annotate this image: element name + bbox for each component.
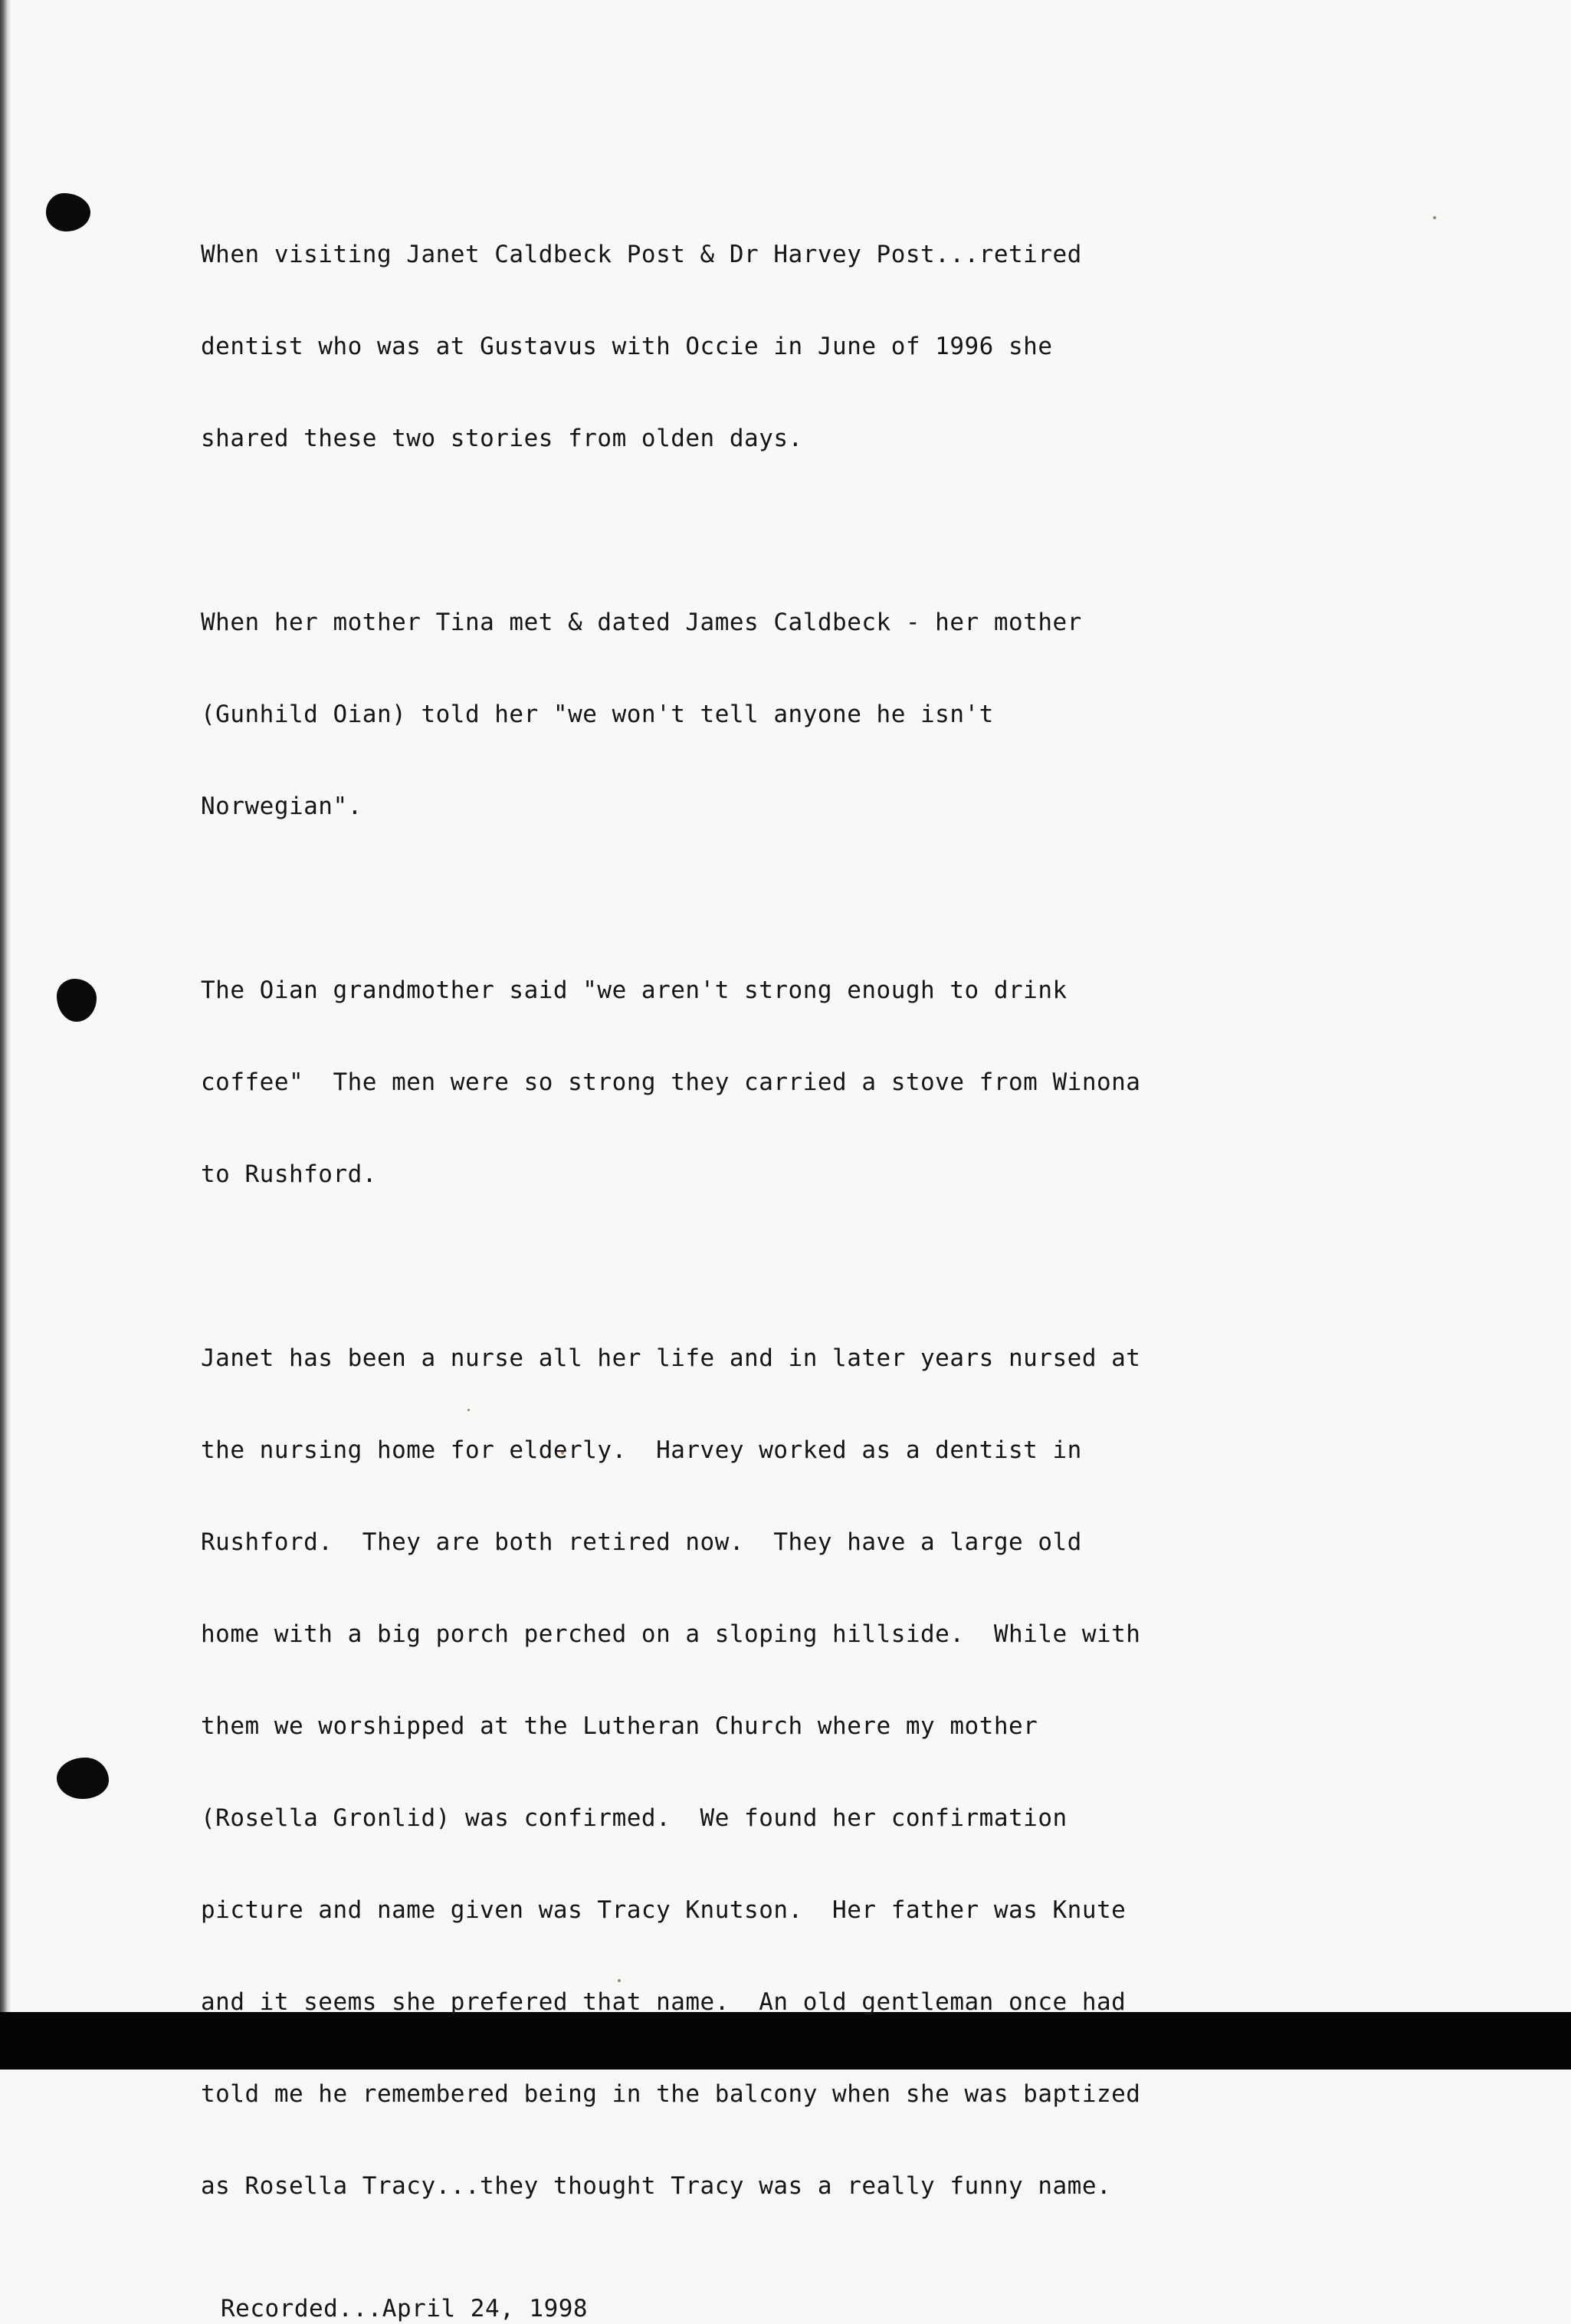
text-line: them we worshipped at the Lutheran Church where my mother xyxy=(201,1712,1038,1740)
text-line: to Rushford. xyxy=(201,1160,377,1188)
text-line: The Oian grandmother said "we aren't strong enough to drink xyxy=(201,977,1068,1004)
text-line: and it seems she prefered that name. An old gentleman once had xyxy=(201,1988,1127,2016)
text-line: When her mother Tina met & dated James Caldbeck - her mother xyxy=(201,609,1082,636)
paragraph-visit xyxy=(201,178,1396,515)
text-line: told me he remembered being in the balcony when she was baptized xyxy=(201,2080,1141,2108)
text-line: coffee" The men were so strong they carried a stove from Winona xyxy=(201,1068,1141,1096)
page-edge-shadow xyxy=(0,0,11,2012)
text-line: When visiting Janet Caldbeck Post & Dr Harvey Post...retired xyxy=(201,241,1082,268)
text-line: (Rosella Gronlid) was confirmed. We found her confirmation xyxy=(201,1804,1068,1832)
text-line: as Rosella Tracy...they thought Tracy was a really funny name. xyxy=(201,2172,1112,2200)
paragraph-mother-tina xyxy=(201,546,1396,883)
text-line: the nursing home for elderly. Harvey worked as a dentist in xyxy=(201,1436,1082,1464)
dust-speck xyxy=(1433,216,1436,219)
text-line: picture and name given was Tracy Knutson. Her father was Knute xyxy=(201,1896,1127,1924)
text-line: Rushford. They are both retired now. They have a large old xyxy=(201,1528,1082,1556)
punch-hole-bottom xyxy=(57,1758,109,1799)
recorded-date: Recorded...April 24, 1998 xyxy=(221,2295,589,2322)
text-line: home with a big porch perched on a sloping hillside. While with xyxy=(201,1620,1141,1648)
text-line: shared these two stories from olden days. xyxy=(201,425,803,452)
text-line: (Gunhild Oian) told her "we won't tell anyone he isn't xyxy=(201,701,994,728)
text-line: Norwegian". xyxy=(201,793,362,820)
text-line: dentist who was at Gustavus with Occie in June of 1996 she xyxy=(201,333,1053,360)
text-line: Janet has been a nurse all her life and in later years nursed at xyxy=(201,1344,1141,1372)
paragraph-janet-harvey xyxy=(201,1282,1396,2263)
letter-body xyxy=(201,178,1396,2324)
paragraph-grandmother xyxy=(201,914,1396,1251)
